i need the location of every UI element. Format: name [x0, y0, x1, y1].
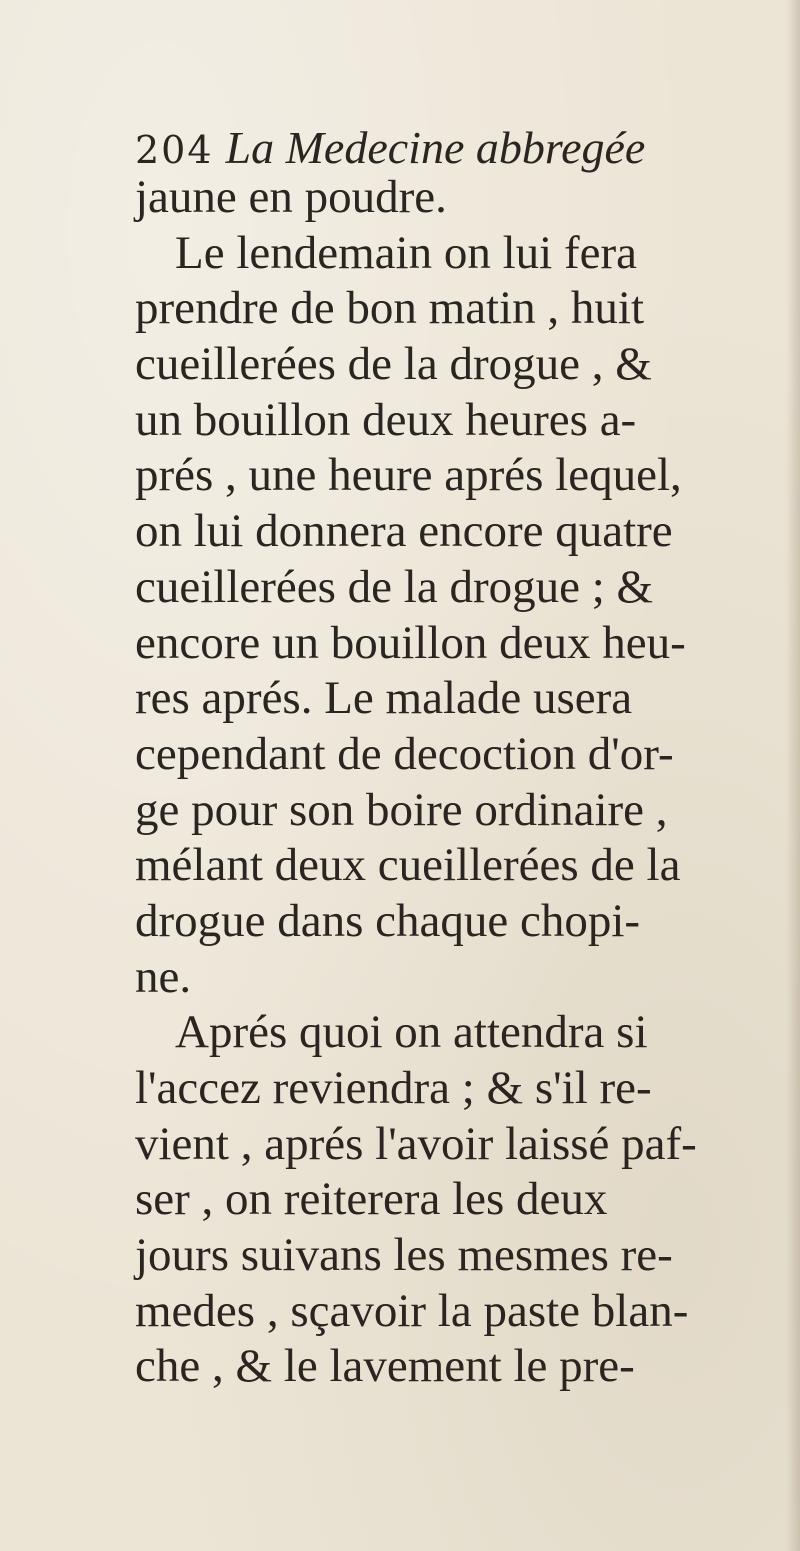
running-title: La Medecine abbregée — [225, 122, 646, 173]
text-line: Le lendemain on lui fera — [175, 226, 637, 279]
text-line: jours suivans les mesmes re- — [135, 1229, 673, 1282]
text-line: jaune en poudre. — [135, 171, 447, 223]
text-line: mélant deux cueillerées de la — [135, 839, 681, 892]
text-line: ser , on reiterera les deux — [135, 1173, 608, 1226]
text-line: encore un bouillon deux heu- — [135, 616, 686, 669]
text-line: drogue dans chaque chopi- — [135, 894, 641, 947]
page-number: 204 — [135, 128, 214, 172]
text-line: un bouillon deux heures a- — [135, 393, 637, 446]
text-line: medes , sçavoir la paste blan- — [135, 1284, 689, 1337]
text-line: vient , aprés l'avoir laissé paf- — [135, 1117, 697, 1170]
text-line: ge pour son boire ordinaire , — [135, 783, 668, 836]
text-line: Aprés quoi on attendra si — [175, 1006, 648, 1059]
text-line: l'accez reviendra ; & s'il re- — [135, 1062, 652, 1114]
text-line: res aprés. Le malade usera — [135, 672, 633, 725]
text-line: cueillerées de la drogue ; & — [135, 560, 654, 613]
page-gutter-shadow — [786, 0, 800, 1551]
text-line: che , & le lavement le pre- — [135, 1340, 635, 1393]
text-line: prendre de bon matin , huit — [135, 282, 645, 335]
text-line: prés , une heure aprés lequel, — [135, 449, 682, 502]
text-line: cependant de decoction d'or- — [135, 727, 674, 780]
text-line: ne. — [135, 950, 192, 1003]
text-line: cueillerées de la drogue , & — [135, 338, 652, 391]
body-text — [135, 170, 785, 1395]
text-line: on lui donnera encore quatre — [135, 505, 673, 558]
